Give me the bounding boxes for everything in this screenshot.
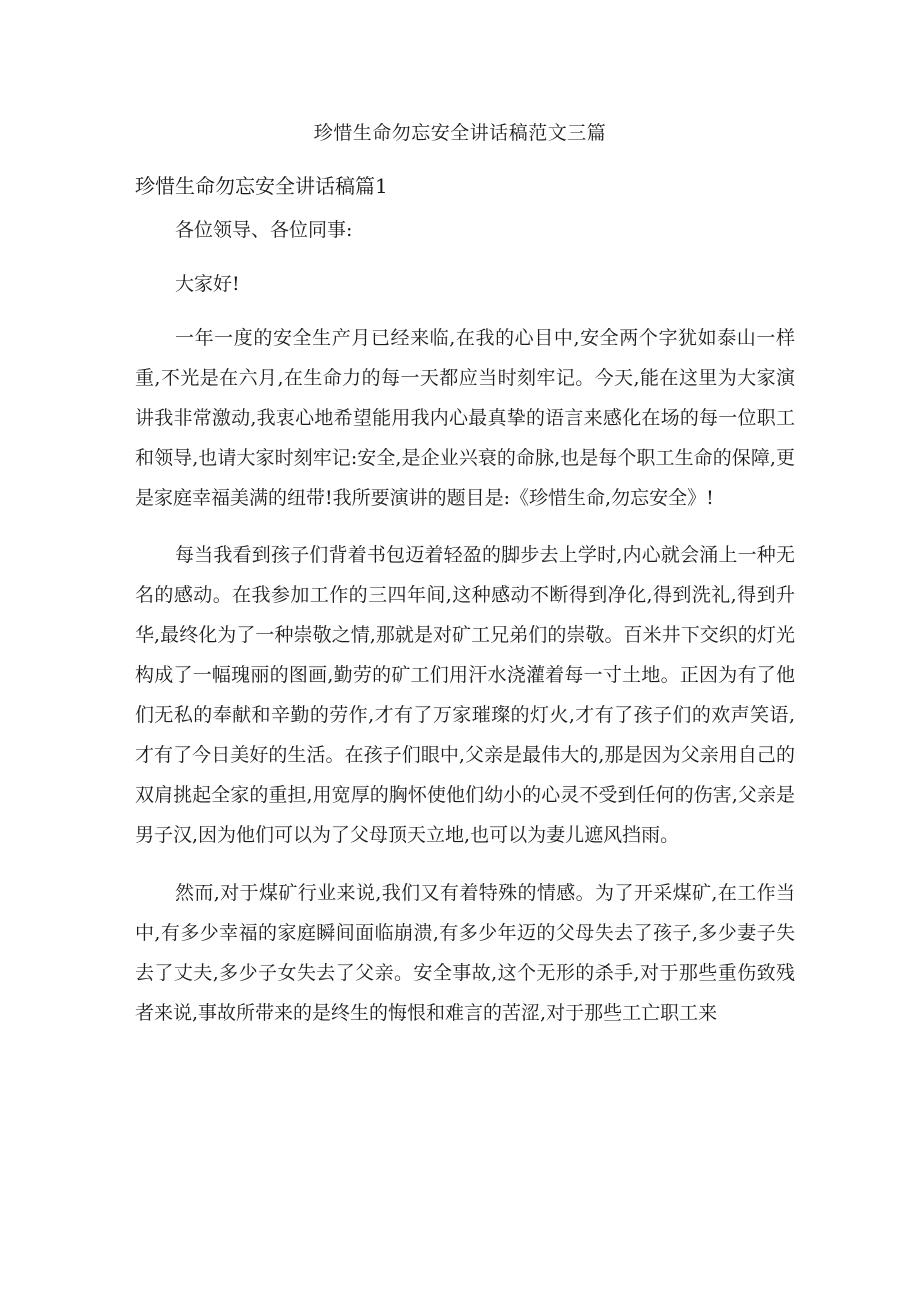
section-heading: 珍惜生命勿忘安全讲话稿篇1 (135, 174, 388, 198)
salutation: 各位领导、各位同事: (175, 219, 353, 241)
document-title: 珍惜生命勿忘安全讲话稿范文三篇 (313, 122, 607, 144)
greeting: 大家好! (175, 273, 240, 295)
paragraph: 每当我看到孩子们背着书包迈着轻盈的脚步去上学时,内心就会涌上一种无名的感动。在我参加工作的三四年间,这种感动不断得到净化,得到洗礼,得到升华,最终化为了一种崇敬之情,那就是对矿工兄弟们的崇敬。百米井下交织的灯光构成了一幅瑰丽的图画,勤劳的矿工们用汗水浇灌着每一寸土地。正因为有了他们无私的奉献和辛勤的劳作,才有了万家璀璨的灯火,才有了孩子们的欢声笑语,才有了今日美好的生活。在孩子们眼中,父亲是最伟大的,那是因为父亲用自己的双肩挑起全家的重担,用宽厚的胸怀使他们幼小的心灵不受到任何的伤害,父亲是男子汉,因为他们可以为了父母顶天立地,也可以为妻儿遮风挡雨。 (135, 544, 795, 846)
paragraph: 一年一度的安全生产月已经来临,在我的心目中,安全两个字犹如泰山一样重,不光是在六月,在生命力的每一天都应当时刻牢记。今天,能在这里为大家演讲我非常激动,我衷心地希望能用我内心最真挚的语言来感化在场的每一位职工和领导,也请大家时刻牢记:安全,是企业兴衰的命脉,也是每个职工生命的保障,更是家庭幸福美满的纽带!我所要演讲的题目是:《珍惜生命,勿忘安全》! (135, 327, 795, 509)
document-body (135, 210, 795, 1033)
paragraph: 然而,对于煤矿行业来说,我们又有着特殊的情感。为了开采煤矿,在工作当中,有多少幸福的家庭瞬间面临崩溃,有多少年迈的父母失去了孩子,多少妻子失去了丈夫,多少子女失去了父亲。安全事故,这个无形的杀手,对于那些重伤致残者来说,事故所带来的是终生的悔恨和难言的苦涩,对于那些工亡职工来 (135, 882, 795, 1024)
